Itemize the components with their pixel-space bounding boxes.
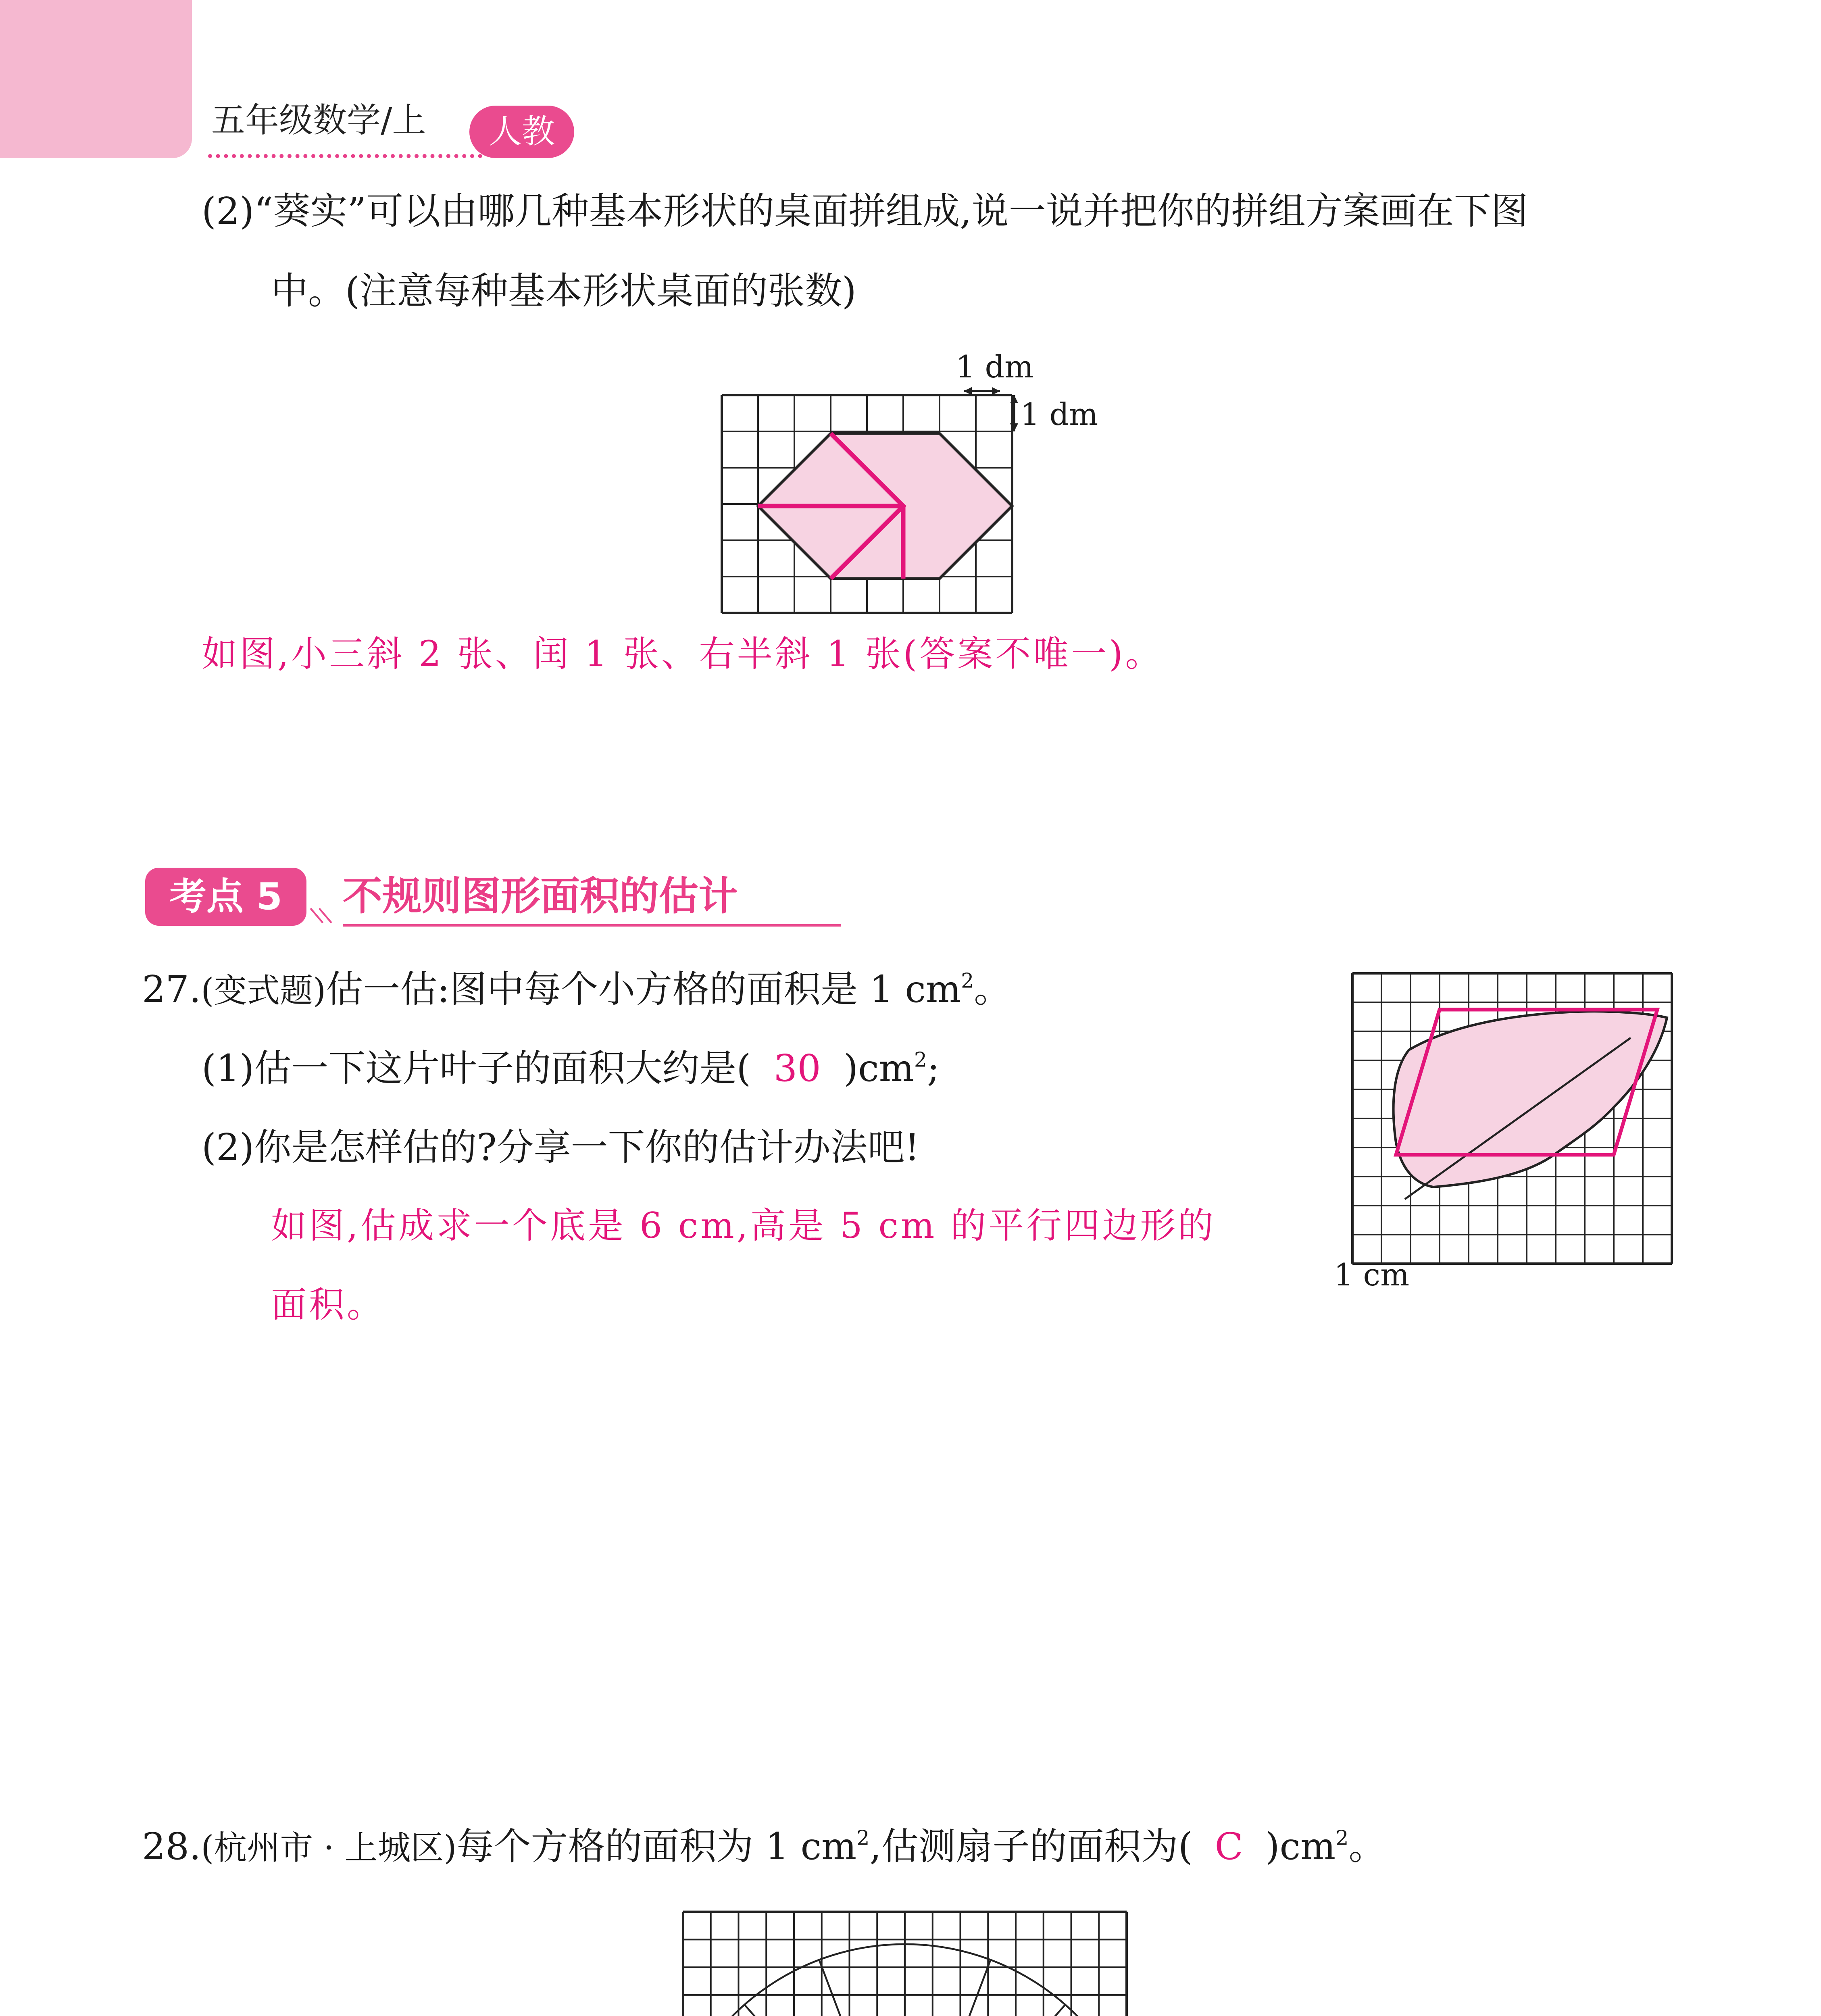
q28-answer-blank: C <box>1215 1825 1243 1868</box>
q27-answer-line2: 面积。 <box>271 1284 385 1325</box>
fan-figure <box>683 1911 1127 2016</box>
leaf-figure <box>1351 973 1673 1258</box>
q27-stem: 27.(变式题)估一估:图中每个小方格的面积是 1 $cm^2$。 <box>142 968 1011 1011</box>
q26-scale-vertical: 1 dm <box>1020 396 1098 432</box>
section-hatch <box>306 905 343 925</box>
q27-answer-line1: 如图,估成求一个底是 6 cm,高是 5 cm 的平行四边形的 <box>271 1205 1216 1246</box>
q26-answer: 如图,小三斜 2 张、闰 1 张、右半斜 1 张(答案不唯一)。 <box>202 633 1163 675</box>
q27-scale: 1 cm <box>1334 1257 1410 1293</box>
leaf-shape <box>1394 1011 1667 1187</box>
q26-scale-horizontal: 1 dm <box>956 349 1034 385</box>
edition-badge: 人教 <box>469 106 574 158</box>
section-underline <box>343 924 841 927</box>
section-badge: 考点 5 <box>145 868 306 926</box>
q27-part1: (1)估一下这片叶子的面积大约是( 30 )$cm^2$; <box>202 1047 940 1090</box>
q26-part2-line1: (2)“葵实”可以由哪几种基本形状的桌面拼组成,说一说并把你的拼组方案画在下图 <box>202 190 1528 233</box>
fan-rib <box>819 1960 902 2016</box>
header-corner-tab <box>0 0 192 158</box>
q28-stem: 28.(杭州市 · 上城区)每个方格的面积为 1 $cm^2$,估测扇子的面积为( C )$cm^2$。 <box>142 1825 1386 1868</box>
header-title: 五年级数学/上 <box>211 100 426 140</box>
q26-part2-line2: 中。(注意每种基本形状桌面的张数) <box>271 269 856 312</box>
header-dotted-rule <box>208 154 482 158</box>
q27-part2: (2)你是怎样估的?分享一下你的估计办法吧! <box>202 1126 920 1169</box>
section-title: 不规则图形面积的估计 <box>343 873 738 919</box>
fan-rib <box>907 1960 990 2016</box>
q27-answer-blank: 30 <box>773 1047 821 1090</box>
q26-scale-markers <box>940 379 1028 435</box>
